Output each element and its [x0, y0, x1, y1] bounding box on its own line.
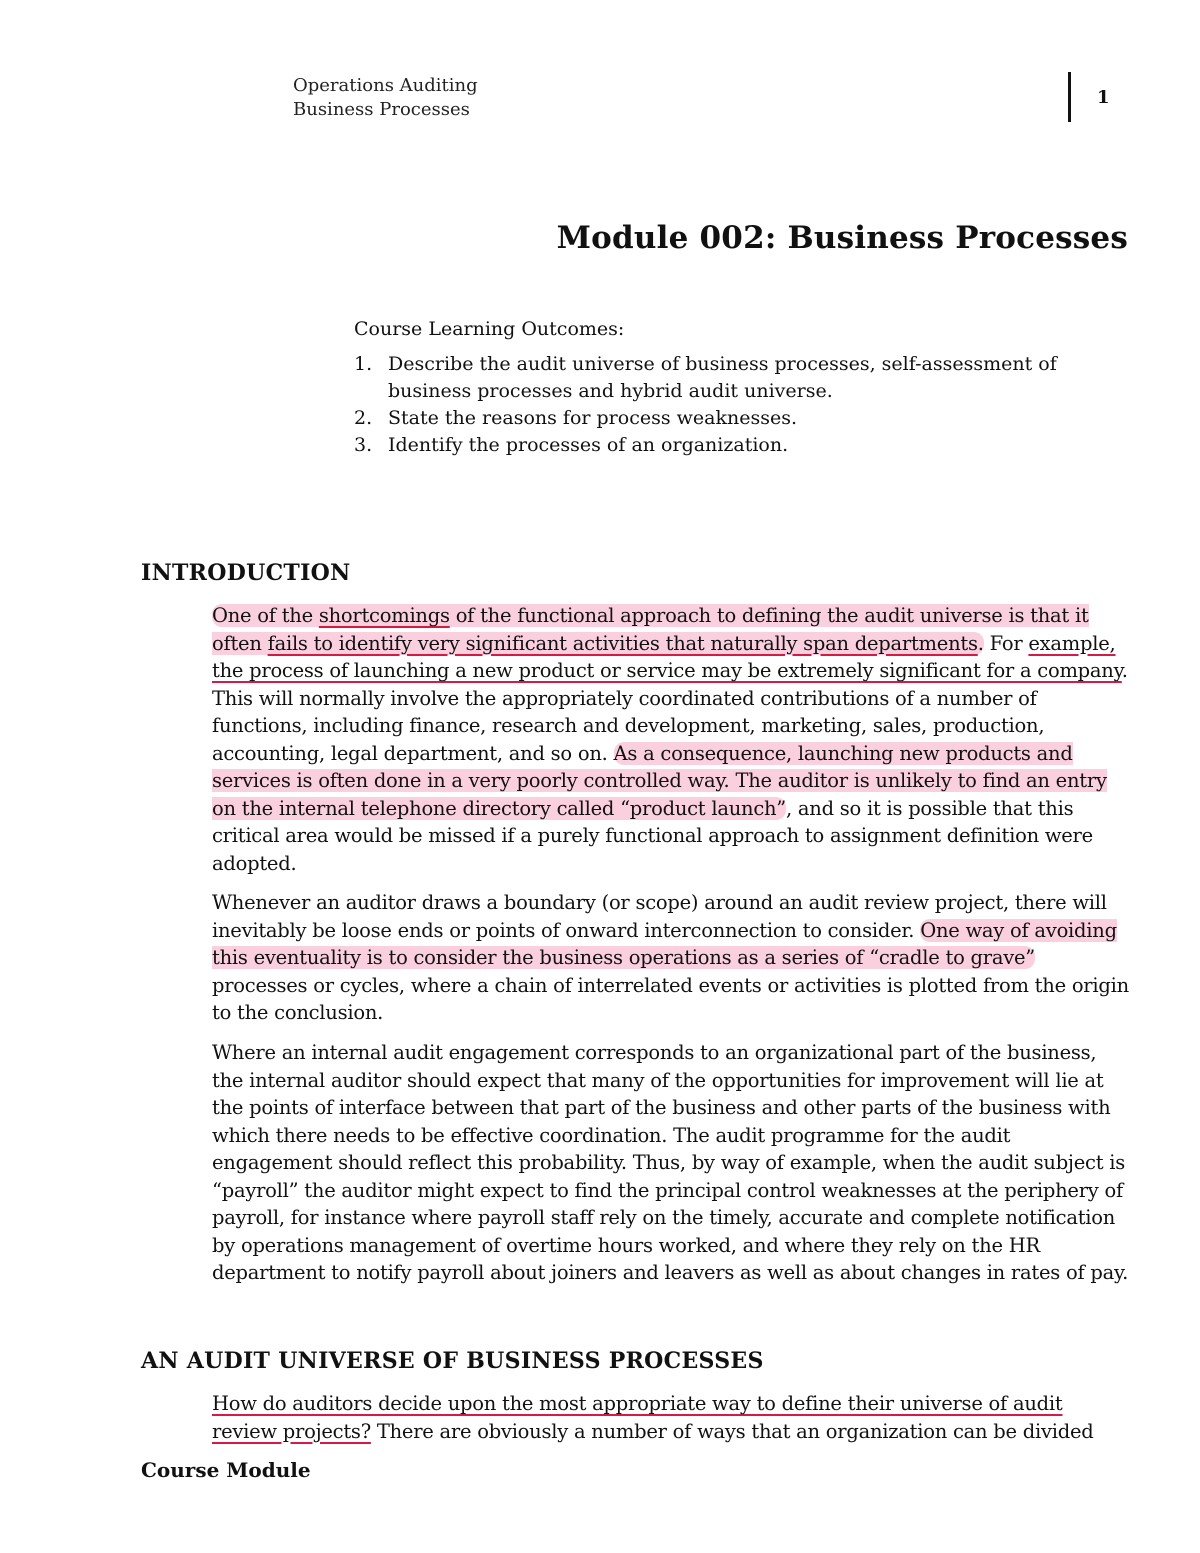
paragraph-text: Whenever an auditor draws a boundary (or scope) around an audit review project, there will inevitably be loose ends or points of onward interconnection to consider. [212, 891, 1107, 942]
audit-universe-heading: AN AUDIT UNIVERSE OF BUSINESS PROCESSES [141, 1348, 764, 1374]
outcome-number: 3. [354, 434, 373, 456]
outcome-text: State the reasons for process weaknesses. [388, 407, 797, 429]
paragraph-text: , and so it is possible that this critical area would be missed if a purely functional approach to assignment definition were adopted. [212, 796, 1093, 875]
module-title: Module 002: Business Processes [556, 220, 1128, 256]
outcome-item [354, 432, 1114, 459]
outcome-number: 1. [354, 353, 373, 375]
outcome-number: 2. [354, 407, 373, 429]
paragraph-text: of the functional approach to defining the audit universe is that it often [212, 604, 1089, 655]
page-number: 1 [1097, 87, 1110, 108]
header-course-title: Operations Auditing [293, 75, 478, 96]
paragraph-text: For [989, 631, 1023, 655]
introduction-paragraph-3: Where an internal audit engagement corresponds to an organizational part of the business, the internal auditor should expect that many of the opportunities for improvement will lie at the points of interface between that part of the business and other parts of the business with which there needs to be effective coordination. The audit programme for the audit engagement should reflect this probability. Thus, by way of example, when the audit subject is “payroll” the auditor might expect to find the principal control weaknesses at the periphery of payroll, for instance where payroll staff rely on the timely, accurate and complete notification by operations management of overtime hours worked, and where they rely on the HR department to notify payroll about joiners and leavers as well as about changes in rates of pay. [212, 1041, 1129, 1284]
header-course-info [293, 74, 478, 122]
highlighted-text [212, 604, 1089, 655]
introduction-paragraph-1 [212, 602, 1132, 877]
learning-outcomes-heading: Course Learning Outcomes: [354, 318, 625, 340]
outcome-text: Describe the audit universe of business processes, self-assessment of business processes and hybrid audit universe. [388, 353, 1057, 402]
underlined-text: fails to identify very significant activities that naturally span departments [267, 631, 978, 655]
paragraph-text: processes or cycles, where a chain of interrelated events or activities is plotted from the origin to the conclusion. [212, 973, 1129, 1024]
paragraph-text: . [977, 631, 984, 655]
underlined-text: How do auditors decide upon the most appropriate way to define their universe of audit review projects? [212, 1392, 1063, 1443]
underlined-text: shortcomings [318, 604, 450, 627]
highlighted-text: As a consequence, launching new products and services is often done in a very poorly controlled way. The auditor is unlikely to find an entry on the internal telephone directory called “product launch” [212, 741, 1107, 820]
paragraph-text: One of the [212, 604, 313, 627]
underlined-text: example, the process of launching a new product or service may be extremely significant for a company [212, 631, 1122, 682]
outcome-text: Identify the processes of an organization. [388, 434, 789, 456]
outcome-item [354, 405, 1114, 432]
highlighted-text: One way of avoiding this eventuality is to consider the business operations as a series of “cradle to grave” [212, 918, 1117, 969]
paragraph-text: . This will normally involve the appropriately coordinated contributions of a number of functions, including finance, research and development, marketing, sales, production, accounting, legal department, and so on. [212, 659, 1128, 765]
header-divider [1068, 72, 1071, 122]
learning-outcomes-list [354, 351, 1114, 459]
audit-universe-paragraph-1 [212, 1390, 1132, 1445]
page-footer: Course Module [141, 1458, 311, 1482]
learning-outcomes [354, 316, 1114, 459]
header-module-subtitle: Business Processes [293, 99, 470, 120]
paragraph-text: There are obviously a number of ways that an organization can be divided [376, 1419, 1094, 1443]
introduction-paragraph-2 [212, 889, 1132, 1027]
outcome-item [354, 351, 1114, 405]
introduction-heading: INTRODUCTION [141, 560, 351, 586]
